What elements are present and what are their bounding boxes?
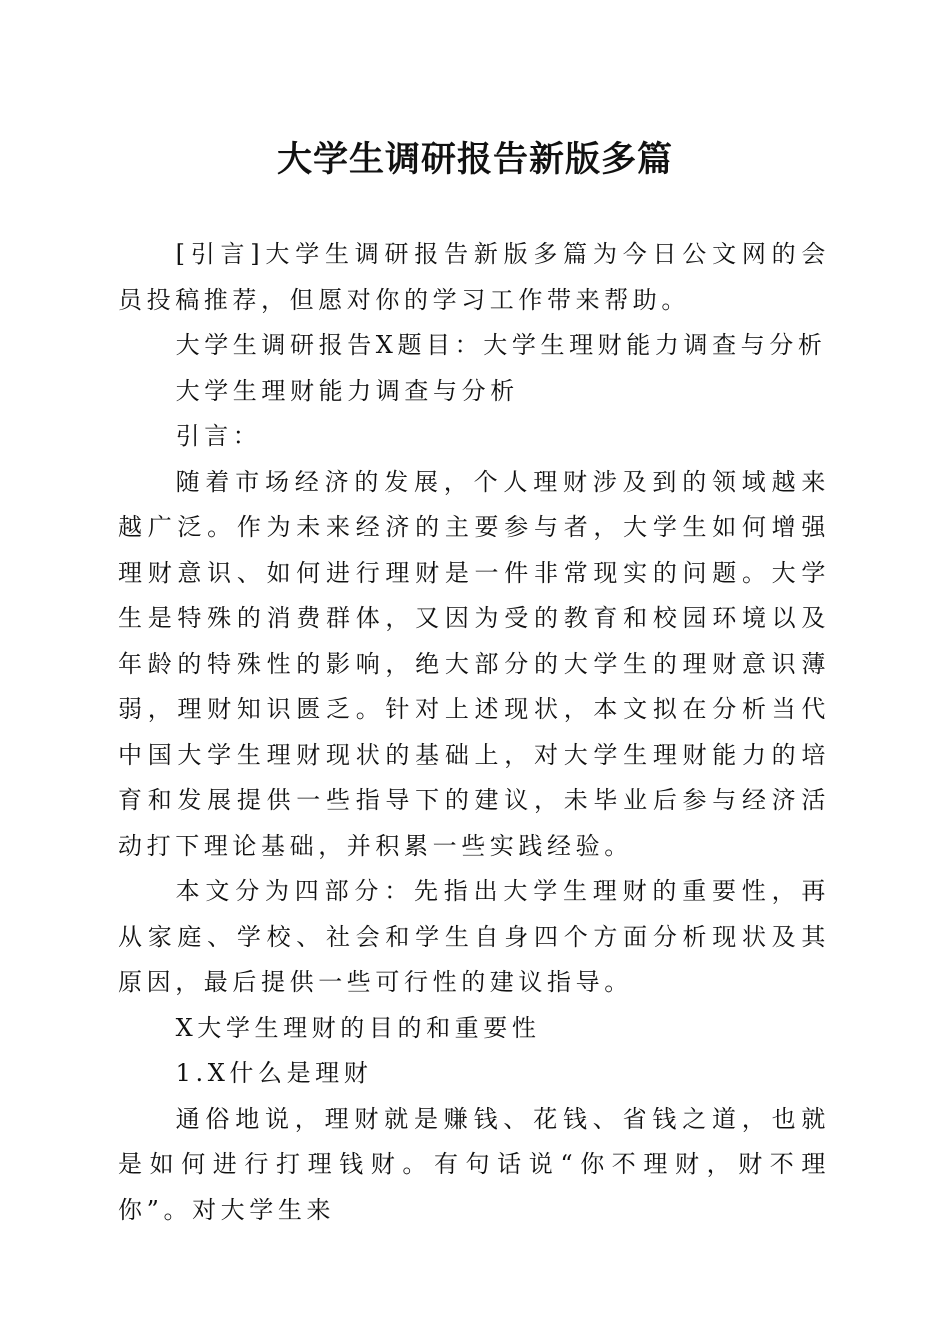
section-heading: X大学生理财的目的和重要性 — [175, 1013, 541, 1042]
report-topic-line: 大学生调研报告X题目：大学生理财能力调查与分析 — [175, 331, 827, 359]
body-paragraph: 通俗地说，理财就是赚钱、花钱、省钱之道，也就是如何进行打理钱财。有句话说“你不理财，财不理你”。对大学生来 — [118, 1104, 830, 1224]
document-body — [118, 232, 830, 1233]
intro-paragraph: [引言]大学生调研报告新版多篇为今日公文网的会员投稿推荐，但愿对你的学习工作带来帮助。 — [118, 240, 830, 314]
preface-paragraph: 随着市场经济的发展，个人理财涉及到的领域越来越广泛。作为未来经济的主要参与者，大学生如何增强理财意识、如何进行理财是一件非常现实的问题。大学生是特殊的消费群体，又因为受的教育和校园环境以及年龄的特殊性的影响，绝大部分的大学生的理财意识薄弱，理财知识匮乏。针对上述现状，本文拟在分析当代中国大学生理财现状的基础上，对大学生理财能力的培育和发展提供一些指导下的建议，未毕业后参与经济活动打下理论基础，并积累一些实践经验。 — [118, 467, 830, 860]
document-title: 大学生调研报告新版多篇 — [276, 139, 673, 180]
structure-paragraph: 本文分为四部分：先指出大学生理财的重要性，再从家庭、学校、社会和学生自身四个方面分析现状及其原因，最后提供一些可行性的建议指导。 — [118, 877, 830, 996]
report-subtitle: 大学生理财能力调查与分析 — [175, 376, 519, 405]
subsection-heading: 1.X什么是理财 — [175, 1059, 373, 1087]
preface-heading: 引言： — [175, 422, 262, 450]
